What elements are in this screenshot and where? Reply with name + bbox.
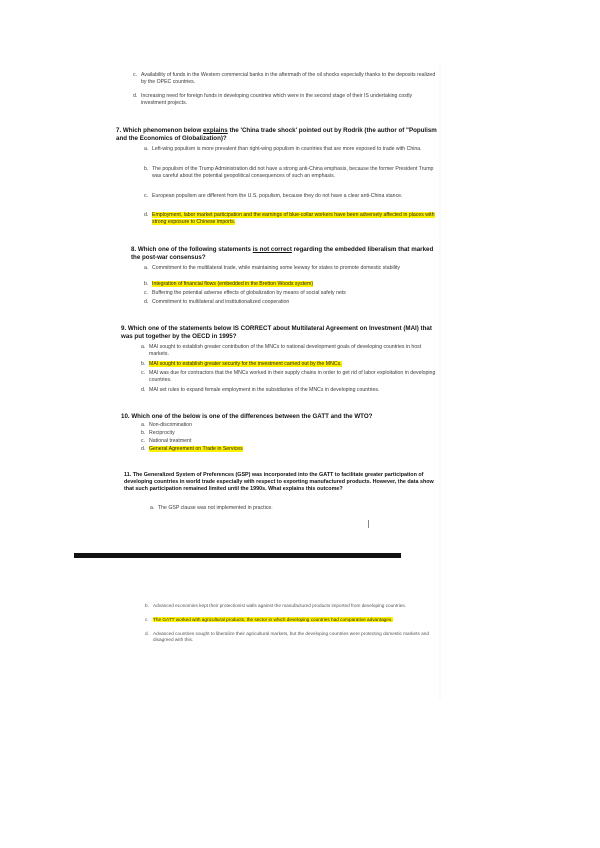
- q8-option-c: c. Buffering the potential adverse effects of globalization by means of social safety nets: [144, 290, 346, 296]
- q11-option-d: d. Advanced countries sought to liberalize their agricultural markets, but the developing countries were protecting domestic markets and disagreed with this.: [145, 631, 429, 642]
- q8-option-d: d. Commitment to multilateral and institutionalized cooperation: [144, 299, 290, 305]
- q11-option-b: b. Advanced economies kept their protectionist walls against the manufactured products imported from developing countries.: [145, 603, 407, 608]
- q10-option-a: a. Non-discrimination: [141, 422, 192, 428]
- top-option-c: c. Availability of funds in the Western commercial banks in the aftermath of the oil shocks especially thanks to the deposits realized by the OPEC countries.: [133, 72, 436, 85]
- q10-option-b: b. Reciprocity: [141, 430, 175, 436]
- q7-option-b: b. The populism of the Trump Administration did not have a strong anti-China emphasis, because the former President Trump was careful about the potential geopolitical consequences of such an emphasis.: [144, 166, 434, 179]
- q10-option-d-highlighted: d. General Agreement on Trade in Services: [141, 446, 243, 452]
- question-11: 11. The Generalized System of Preferences (GSP) was incorporated into the GATT to facilitate greater participation of developing countries in world trade especially with respect to exporting manufactured products. However, the data show that such participation remained limited until the 1990s. What explains this outcome?: [124, 472, 434, 493]
- q7-option-a: a. Left-wing populism is more prevalent than right-wing populism in countries that are more exposed to trade with China.: [144, 146, 422, 152]
- question-10: 10. Which one of the below is one of the differences between the GATT and the WTO?: [121, 413, 373, 420]
- q7-option-c: c. European populism are different from the U.S. populism, because they do not have a clear anti-China stance.: [144, 193, 403, 199]
- question-9: 9. Which one of the statements below IS CORRECT about Multilateral Agreement on Investment (MAI) that was put together by the OECD in 1995?: [121, 325, 432, 340]
- question-8: 8. Which one of the following statements is not correct regarding the embedded liberalism that marked the post-war consensus?: [131, 246, 434, 261]
- scan-speck: [368, 520, 369, 528]
- q9-option-b-highlighted: b. MAI sought to establish greater security for the investment carried out by the MNCs.: [141, 361, 342, 367]
- q8-option-b-highlighted: b. Integration of financial flows (embedded in the Bretton Woods system): [144, 281, 314, 287]
- q9-option-d: d. MAI set rules to expand female employment in the subsidiaries of the MNCs in developing countries.: [141, 387, 380, 393]
- q10-option-c: c. National treatment: [141, 438, 192, 444]
- q11-option-c-highlighted: c. The GATT worked with agricultural products, the sector in which developing countries had comparative advantages.: [145, 617, 393, 622]
- q7-option-d-highlighted: d. Employment, labor market participation and the earnings of blue-collar workers have been adversely affected in places with strong exposure to Chinese imports.: [144, 212, 435, 225]
- question-7: 7. Which phenomenon below explains the 'China trade shock' pointed out by Rodrik (the author of "Populism and the Economics of Globalization)?: [116, 127, 437, 142]
- q11-option-a: a. The GSP clause was not implemented in practice.: [150, 505, 273, 511]
- q8-option-a: a. Commitment to the multilateral trade, while maintaining some leeway for states to promote domestic stability: [144, 265, 400, 271]
- q9-option-c: c. MAI was due for contractors that the MNCs worked in their supply chains in order to get rid of labor exploitation in developing countries.: [141, 370, 436, 383]
- top-option-d: d. Increasing need for foreign funds in developing countries which were in the second stage of their IS undertaking costly investment projects.: [133, 93, 413, 106]
- q9-option-a: a. MAI sought to establish greater contribution of the MNCs to national development goals of developing countries in host markets.: [141, 344, 422, 357]
- page-break-bar: [74, 553, 401, 558]
